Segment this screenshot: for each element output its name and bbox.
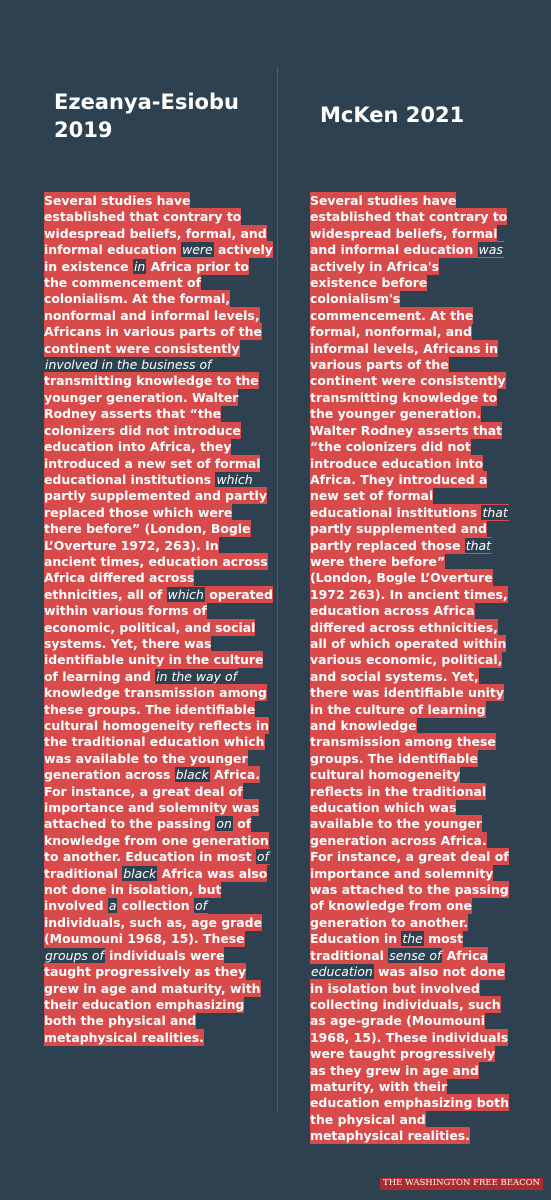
text-run: Africa: [442, 947, 488, 963]
changed-word: which: [216, 471, 253, 487]
changed-word: the: [402, 931, 423, 947]
changed-word: sense of: [389, 947, 442, 963]
text-run: individuals were taught progressively as they grew in age and maturity, with their education emphasizing both the physical and metaphysical realities.: [44, 947, 261, 1045]
column-title-left: Ezeanya-Esiobu 2019: [54, 90, 239, 142]
text-run: knowledge transmission among these groups. The identifiable cultural homogeneity reflects in the traditional education which was available to the younger generation across: [44, 685, 269, 783]
changed-word: groups of: [45, 947, 104, 963]
changed-word: that: [465, 537, 492, 553]
changed-word: of: [256, 849, 269, 865]
changed-word: were: [182, 242, 213, 258]
changed-word: of: [194, 898, 207, 914]
text-run: transmitting knowledge to the younger generation. Walter Rodney asserts that “the colonizers did not introduce education into Africa, they introduced a new set of formal educational institutions: [44, 373, 261, 487]
text-run: actively in existence: [44, 242, 273, 274]
text-run: Several studies have established that contrary to widespread beliefs, formal and informal education: [310, 193, 508, 258]
changed-word: black: [123, 865, 157, 881]
changed-word: which: [167, 586, 204, 602]
highlighted-passage: [44, 192, 273, 1046]
column-title-right: McKen 2021: [320, 103, 465, 127]
text-run: Several studies have established that contrary to widespread beliefs, formal, and informal education: [44, 193, 267, 258]
text-run: traditional: [44, 865, 123, 881]
text-run: of knowledge from one generation to another. Education in most: [44, 816, 269, 865]
text-run: collection: [117, 898, 194, 914]
changed-word: black: [175, 767, 209, 783]
changed-word: that: [482, 504, 508, 520]
passage-left: [44, 193, 274, 1046]
passage-right: [310, 193, 510, 1145]
text-run: partly supplemented and partly replaced those: [310, 521, 487, 553]
washington-free-beacon-logo[interactable]: THE WASHINGTON FREE BEACON: [380, 1178, 543, 1190]
changed-word: in: [133, 258, 146, 274]
changed-word: involved in the business of: [45, 357, 212, 373]
column-divider: [277, 66, 278, 1112]
changed-word: in the way of: [156, 668, 237, 684]
text-run: Africa. For instance, a great deal of importance and solemnity was attached to the passing: [44, 767, 260, 832]
text-run: were there before” (London, Bogle L’Overture 1972 263). In ancient times, education across Africa differed across ethnicities, all of which operated within various economic, political, and social systems. Yet, there was identifiable unity in the culture of learning and knowledge transmission among these groups. The identifiable cultural homogeneity reflects in the traditional education which was available to the younger generation across Africa. For instance, a great deal of importance and solemnity was attached to the passing of knowledge from one generation to another. Education in: [310, 553, 509, 947]
text-run: individuals, such as, age grade (Moumouni 1968, 15). These: [44, 914, 263, 947]
changed-word: education: [311, 964, 373, 980]
changed-word: on: [216, 816, 232, 832]
changed-word: was: [478, 242, 503, 258]
changed-word: a: [108, 898, 117, 914]
text-run: partly supplemented and partly replaced those which were there before” (London, Bogle L’Overture 1972, 263). In ancient times, education across Africa differed across ethnicities, all of: [44, 488, 268, 602]
text-run: was also not done in isolation but involved collecting individuals, such as age-grade (Moumouni 1968, 15). These individuals were taught progressively as they grew in age and maturity, with their education emphasizing both the physical and metaphysical realities.: [310, 964, 509, 1144]
text-run: Africa was also not done in isolation, but involved: [44, 865, 268, 914]
text-run: operated within various forms of economic, political, and social systems. Yet, there was identifiable unity in the culture of learning and: [44, 586, 273, 684]
highlighted-passage: [310, 192, 509, 1144]
text-run: most traditional: [310, 931, 464, 963]
text-run: Africa prior to the commencement of colonialism. At the formal, nonformal and informal levels, Africans in various parts of the continent were consistently: [44, 258, 262, 356]
text-run: actively in Africa's existence before colonialism's commencement. At the formal, nonformal, and informal levels, Africans in various parts of the continent were consistently transmitting knowledge to the younger generation. Walter Rodney asserts that “the colonizers did not introduce education into Africa. They introduced a new set of formal educational institutions: [310, 258, 506, 520]
